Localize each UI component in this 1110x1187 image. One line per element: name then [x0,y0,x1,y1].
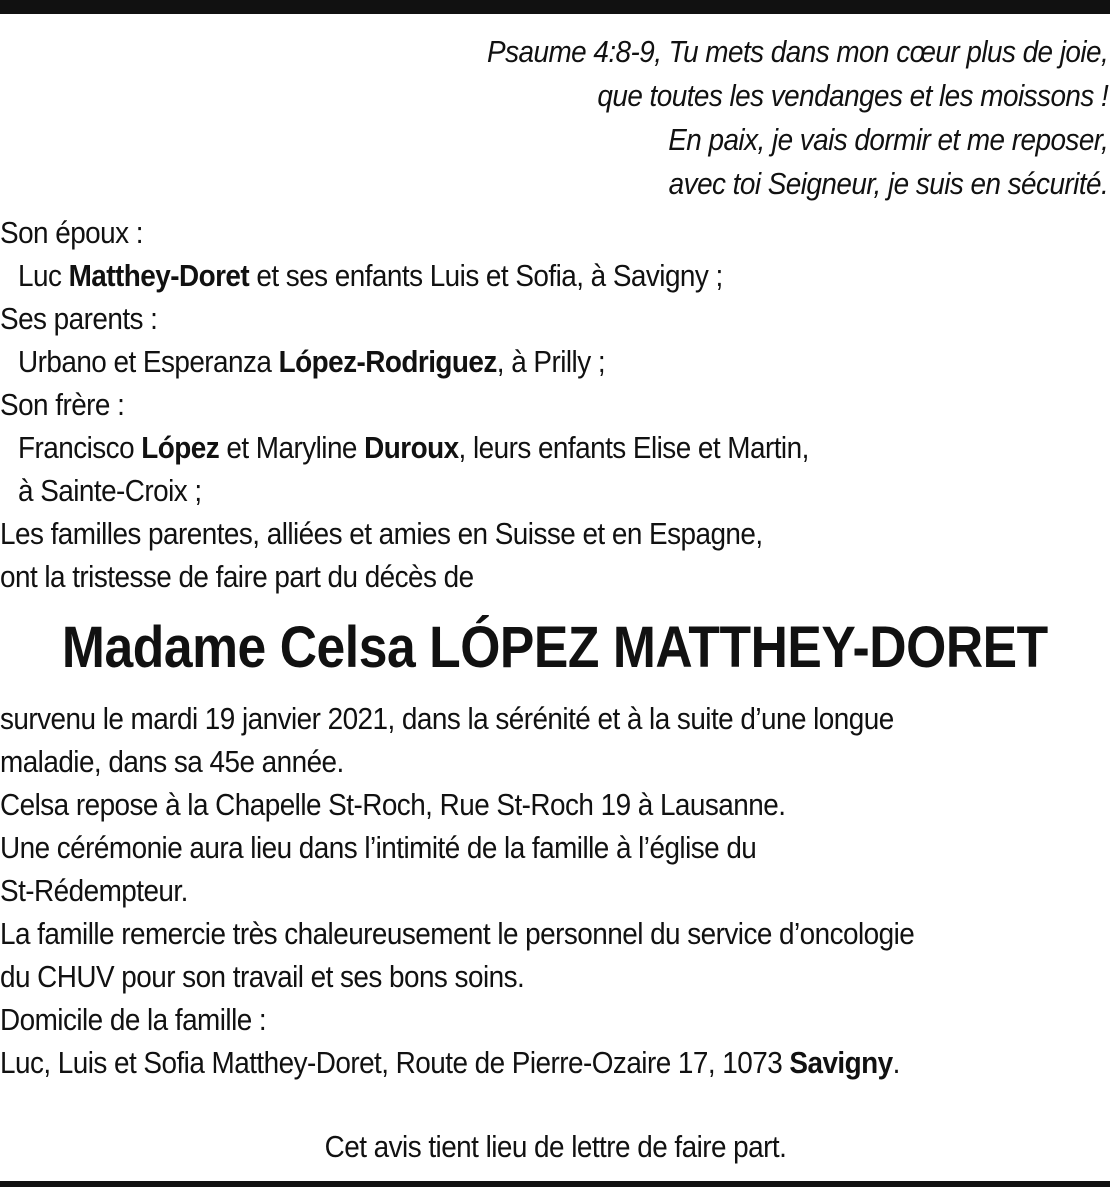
quote-line: avec toi Seigneur, je suis en sécurité. [668,166,1108,201]
announce-line: ont la tristesse de faire part du décès de [0,559,474,594]
address-pre: Luc, Luis et Sofia Matthey-Doret, Route de Pierre-Ozaire 17, 1073 [0,1045,790,1080]
detail-line: maladie, dans sa 45e année. [0,744,344,779]
brother-post: , leurs enfants Elise et Martin, [458,430,809,465]
brother-pre: Francisco [18,430,142,465]
psalm-quote [487,30,1108,206]
address-town: Savigny [789,1045,893,1080]
detail-line: survenu le mardi 19 janvier 2021, dans la sérénité et à la suite d’une longue [0,701,894,736]
parents-pre: Urbano et Esperanza [18,344,279,379]
spouse-heading: Son époux : [0,215,143,250]
bottom-rule [0,1181,1110,1187]
top-rule [0,0,1110,14]
brother-mid: et Maryline [219,430,365,465]
parents-line [0,340,809,383]
detail-line: Domicile de la famille : [0,1002,267,1037]
spouse-line [0,254,809,297]
detail-line: La famille remercie très chaleureusement le personnel du service d’oncologie [0,916,915,951]
quote-line: Psaume 4:8-9, Tu mets dans mon cœur plus de joie, [486,34,1108,69]
detail-line: St-Rédempteur. [0,873,188,908]
families-line: Les familles parentes, alliées et amies en Suisse et en Espagne, [0,516,763,551]
brother-heading: Son frère : [0,387,125,422]
parents-heading: Ses parents : [0,301,158,336]
deceased-name-text: Madame Celsa LÓPEZ MATTHEY-DORET [62,615,1048,680]
family-list [0,211,809,598]
address-line [0,1041,914,1084]
brother-line [0,426,809,469]
footer-note [0,1125,1110,1168]
detail-line: Une cérémonie aura lieu dans l’intimité de la famille à l’église du [0,830,757,865]
brother-place: à Sainte-Croix ; [18,473,202,508]
quote-line: que toutes les vendanges et les moissons ! [597,78,1108,113]
parents-name: López-Rodriguez [278,344,497,379]
parents-post: , à Prilly ; [496,344,606,379]
address-post: . [892,1045,900,1080]
detail-line: Celsa repose à la Chapelle St-Roch, Rue St-Roch 19 à Lausanne. [0,787,786,822]
deceased-name [0,610,1110,686]
spouse-post: et ses enfants Luis et Sofia, à Savigny ; [249,258,723,293]
brother-name: López [141,430,220,465]
spouse-name: Matthey-Doret [68,258,250,293]
quote-line: En paix, je vais dormir et me reposer, [667,122,1108,157]
detail-line: du CHUV pour son travail et ses bons soins. [0,959,525,994]
spouse-pre: Luc [18,258,69,293]
brother-partner: Duroux [364,430,459,465]
details-text [0,697,914,1084]
footer-text: Cet avis tient lieu de lettre de faire part. [324,1129,786,1164]
